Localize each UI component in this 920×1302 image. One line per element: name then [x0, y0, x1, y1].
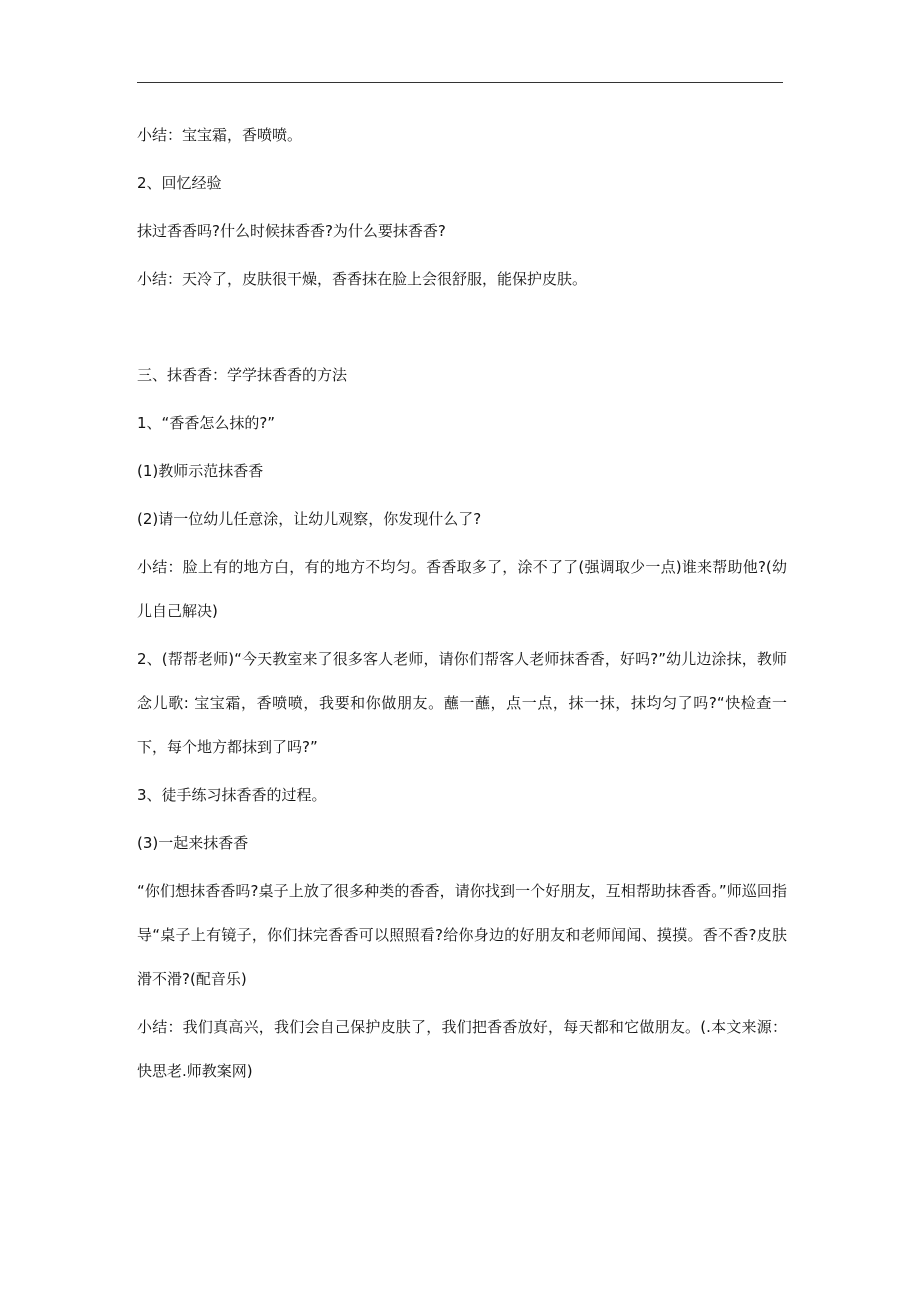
question-paragraph: 抹过香香吗?什么时候抹香香?为什么要抹香香? [137, 222, 446, 240]
help-teacher-paragraph: 2、(帮帮老师)“今天教室来了很多客人老师，请你们帮客人老师抹香香，好吗?”幼儿边涂抹，教师念儿歌: 宝宝霜，香喷喷，我要和你做朋友。蘸一蘸，点一点，抹一抹，抹均匀了吗?“快检查一下，每个地方都抹到了吗?” [137, 650, 787, 756]
together-paragraph: “你们想抹香香吗?桌子上放了很多种类的香香，请你找到一个好朋友，互相帮助抹香香。”师巡回指导“桌子上有镜子，你们抹完香香可以照照看?给你身边的好朋友和老师闻闻、摸摸。香不香?皮肤滑不滑?(配音乐) [137, 882, 787, 988]
subsection-heading-practice: 3、徒手练习抹香香的过程。 [137, 786, 327, 804]
document-body [137, 124, 787, 1108]
step-child-try: (2)请一位幼儿任意涂，让幼儿观察，你发现什么了? [137, 510, 482, 528]
spacer [137, 316, 787, 364]
header-rule [137, 82, 783, 83]
subsection-heading-how: 1、“香香怎么抹的?” [137, 414, 276, 432]
summary-paragraph-1: 小结：宝宝霜，香喷喷。 [137, 126, 303, 144]
summary-paragraph-2: 小结：天冷了，皮肤很干燥，香香抹在脸上会很舒服，能保护皮肤。 [137, 270, 588, 288]
section-heading-method: 三、抹香香：学学抹香香的方法 [137, 366, 348, 384]
step-together: (3)一起来抹香香 [137, 834, 249, 852]
summary-paragraph-3: 小结：脸上有的地方白，有的地方不均匀。香香取多了，涂不了了(强调取少一点)谁来帮助他?(幼儿自己解决) [137, 558, 787, 620]
section-heading-recall: 2、回忆经验 [137, 174, 222, 192]
summary-paragraph-4: 小结：我们真高兴，我们会自己保护皮肤了，我们把香香放好，每天都和它做朋友。(.本文来源：快思老.师教案网) [137, 1018, 787, 1080]
step-teacher-demo: (1)教师示范抹香香 [137, 462, 264, 480]
